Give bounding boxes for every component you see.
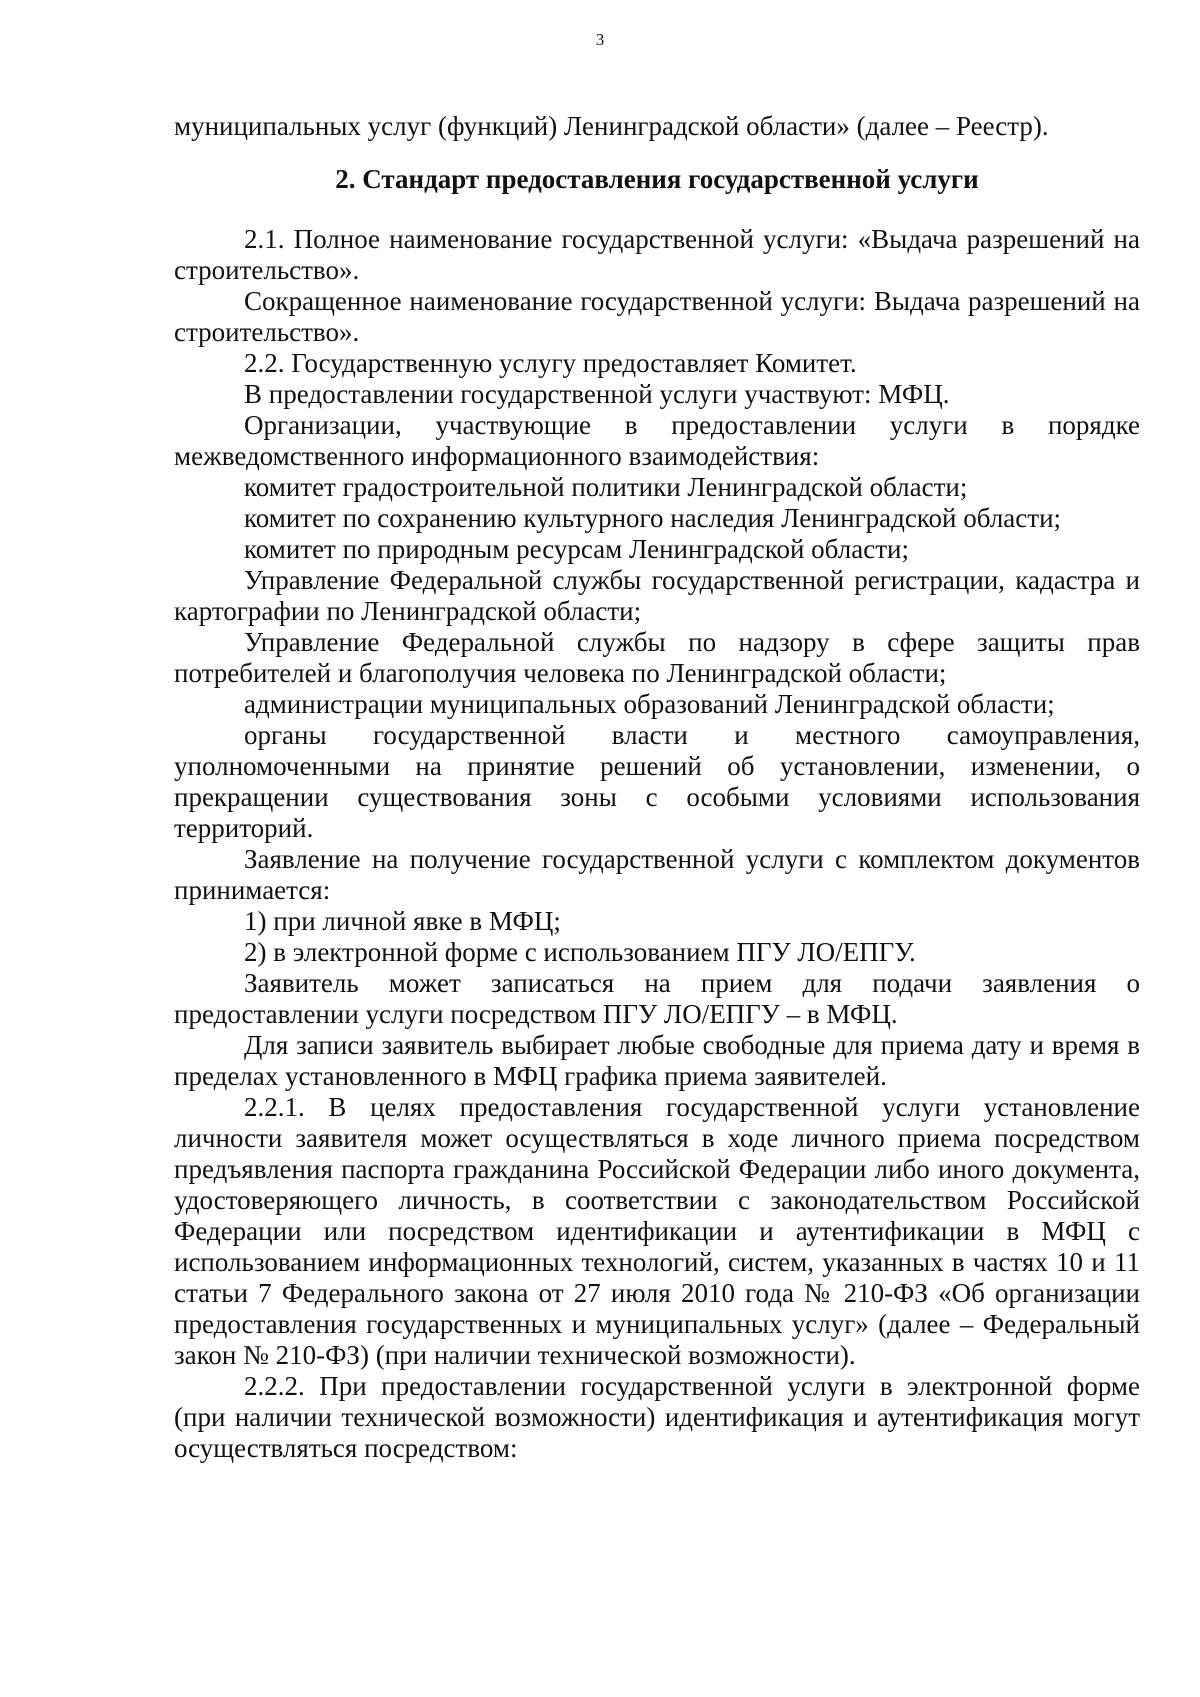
list-item: комитет по сохранению культурного наследия Ленинградской области; bbox=[244, 503, 1062, 533]
paragraph-short-name: Сокращенное наименование государственной услуги: Выдача разрешений на строительство». bbox=[174, 286, 1140, 347]
paragraph-appointment: Заявитель может записаться на прием для подачи заявления о предоставлении услуги посредством ПГУ ЛО/ЕПГУ – в МФЦ. bbox=[174, 968, 1140, 1029]
paragraph-application: Заявление на получение государственной услуги с комплектом документов принимается: bbox=[174, 844, 1140, 905]
list-item: 2) в электронной форме с использованием ПГУ ЛО/ЕПГУ. bbox=[244, 937, 916, 967]
paragraph-2-2-2: 2.2.2. При предоставлении государственной услуги в электронной форме (при наличии технической возможности) идентификация и аутентификация могут осуществляться посредством: bbox=[174, 1371, 1140, 1463]
section-heading: 2. Стандарт предоставления государственной услуги bbox=[335, 164, 979, 194]
list-item: комитет градостроительной политики Ленинградской области; bbox=[244, 472, 968, 502]
paragraph-booking: Для записи заявитель выбирает любые свободные для приема дату и время в пределах установленного в МФЦ графика приема заявителей. bbox=[174, 1030, 1140, 1091]
list-item: Управление Федеральной службы по надзору в сфере защиты прав потребителей и благополучия человека по Ленинградской области; bbox=[174, 627, 1140, 688]
continuation-line: муниципальных услуг (функций) Ленинградской области» (далее – Реестр). bbox=[174, 111, 1049, 141]
list-item: комитет по природным ресурсам Ленинградской области; bbox=[244, 534, 909, 564]
document-body bbox=[174, 111, 1140, 1464]
paragraph-2-2: 2.2. Государственную услугу предоставляет Комитет. bbox=[244, 348, 857, 378]
paragraph-2-2-1: 2.2.1. В целях предоставления государственной услуги установление личности заявителя может осуществляться в ходе личного приема посредством предъявления паспорта гражданина Российской Федерации либо иного документа, удостоверяющего личность, в соответствии с законодательством Российской Федерации или посредством идентификации и аутентификации в МФЦ с использованием информационных технологий, систем, указанных в частях 10 и 11 статьи 7 Федерального закона от 27 июля 2010 года № 210-ФЗ «Об организации предоставления государственных и муниципальных услуг» (далее – Федеральный закон № 210-ФЗ) (при наличии технической возможности). bbox=[174, 1092, 1140, 1370]
list-item: 1) при личной явке в МФЦ; bbox=[244, 906, 561, 936]
list-item: органы государственной власти и местного самоуправления, уполномоченными на принятие решений об установлении, изменении, о прекращении существования зоны с особыми условиями использования территорий. bbox=[174, 720, 1140, 843]
list-item: Управление Федеральной службы государственной регистрации, кадастра и картографии по Ленинградской области; bbox=[174, 565, 1140, 626]
page-number: 3 bbox=[595, 30, 605, 49]
paragraph-participants: В предоставлении государственной услуги участвуют: МФЦ. bbox=[244, 379, 950, 409]
list-item: администрации муниципальных образований Ленинградской области; bbox=[244, 689, 1055, 719]
paragraph-organizations: Организации, участвующие в предоставлении услуги в порядке межведомственного информационного взаимодействия: bbox=[174, 410, 1140, 471]
paragraph-2-1: 2.1. Полное наименование государственной услуги: «Выдача разрешений на строительство». bbox=[174, 224, 1140, 285]
